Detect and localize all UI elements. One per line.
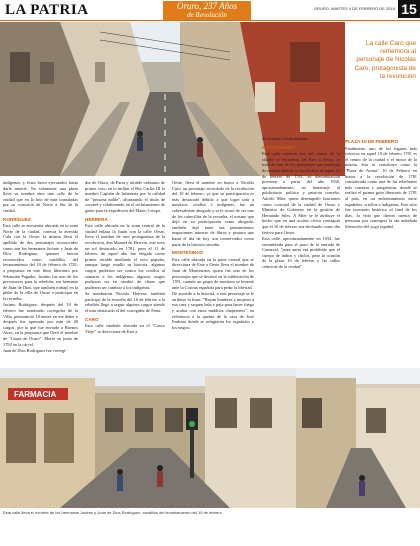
article-column-5 [345, 136, 417, 231]
street-photo-right [296, 368, 420, 508]
paragraph: Oeste, lleva el nombre en honor a Nicolás Caro, un personaje recordado de la revolución del 10 de febrero, ya que su participación es más destacado debido a que logró unir a mestizos, criollos e indígenas, fue un sobresaliente abogado y se le acusó de ser uno de los cabecillas de la revuelta, el mismo que dejó en su participación como abogado, también dejó entre sus pensamientos importantes número de libros y pintura que hasta el día de hoy son conservados como parte de la historia orureña. [172, 180, 254, 247]
article-column-3 [172, 180, 254, 331]
dateline: ORURO, MARTES 4 DE FEBRERO DE 2018 [314, 6, 395, 11]
paragraph: Esta calle ubicada en la parte central que se direcciona de Este a Oeste lleva el nombre de Juan de Montesinos, quien fue uno de los personajes que se destacó en la sublevación de 1781, cuando un grupo de mestizos se levantó ante la Corona española para pedir la libertad. [172, 256, 254, 290]
paragraph: Jacinto Rodríguez, después del 10 de febrero fue nombrado corregidor de la Villa, permaneció 18 meses en ese deber y después fue apresado por más de 20 cargos, por lo que fue enviado a Buenos Aires, en la propuesta que llevó el nombre de "Causa de Oruro". Murió en junio de 1792 en la cárcel. [3, 302, 78, 347]
street-photo-bottom [0, 368, 296, 508]
anniversary-ribbon [163, 1, 251, 21]
article-column-1 [3, 180, 78, 355]
ribbon-subtitle: de Revolución [187, 11, 227, 19]
section-heading-montesinos: MONTESINOS [172, 250, 203, 256]
photo-caption: Esta calle lleva el nombre de los hermanos Jacinto y Juan de Dios Rodríguez, caudillos del levantamiento del 10 de febrero [3, 510, 222, 515]
section-heading-caro: CARO [85, 316, 99, 322]
paragraph: de la turba criolla mestiza. [262, 136, 309, 141]
paragraph: indígenas, y éstos fuera ejecutados hasta darle muerte. No solamente una plaza lleva su nombre sino una calle de la ciudad que en la foto de más transitadas por su conexión de Norte a Sur de la ciudad. [3, 180, 78, 213]
paragraph: Se nombraron Nicolás Herrera, también participó de la revuelta del 10 de febrero a la rebelión llegó a seguir algunos cargos siendo el más destacado el del corregidor de Paria. [85, 291, 165, 314]
section-heading-rodriguez: RODRÍGUEZ [3, 216, 31, 222]
paragraph: Juan de Dios Rodríguez fue corregi- [3, 348, 67, 354]
paragraph: Esta calle también ubicada en el "Casco Viejo" se direcciona de Este a [85, 323, 165, 334]
paragraph: Esta calle conecta dos del centro de la ciudad se encuentra del Este a Oeste, se trata de uno de los personajes que participó de manera directa en los hechos de aquel 10 de febrero de 1781, su denominación proviene a partir del año 1930, aproximadamente, en homenaje al publicitario político y patriota orureño, Adolfo Mier, quien desempeñó funciones como concejal de la ciudad de Oruro y Ministro de Gobierno en la gestión de Hernando Siles. A Mier se le atribuye el hecho que en una acción cívica consiguió que el 10 de febrero sea declarado como día festivo para Oruro. [262, 151, 340, 235]
page-header [0, 0, 420, 20]
paragraph: Finalmente, uno de los lugares más icónicos en aquel 10 de febrero 1781 es el centro de la ciudad y el motor de la misma, ésta se constituye como la "Plaza de Armas" 10 de Febrero en honor a la revolución de 1781 considerada como una de las rebeliones más cruentas y sangrientas, donde se realizó el primer grito libertario de 1781 al país, en un enfrentamiento entre españoles, criollos e indígenas. Este sitio fue escenario histórico al final de los días, la vida que dieron cuenta de personas por conseguir la tan anhelada liberación del yugo español. [345, 145, 417, 229]
ribbon-title: Oruro, 237 Años [176, 1, 238, 11]
paragraph: Esta calle se encuentra ubicada en la zona Norte de la ciudad, conecta la avenida Cala con la Oeste, la misma lleva el apellido de dos personajes reconocidos como son los hermanos Jacinto y Juan de Dios Rodríguez, quienes fueron reconocidos como caudillos del levantamiento del 10 de febrero de 1781, a propuesta en este libro libertario por Sebastián Pagador. Jacinto fue uno de los precursores para la rebelión, era hermano de Juan de Dios, que también trabajó en la plebe de la villa de Oruro a participar en la revuelta. [3, 223, 78, 301]
paragraph: Esta calle ubicada en la zona central de la ciudad enlaza la Junín con la calle Oeste, lleva el nombre de otro protagonista de la revolución, don Manuel de Herrera, este tuvo un rol destacado en 1781, pues el 11 de febrero de aquel año fue elegido como primer alcalde mediante el voto popular, aunque luego estalló su historia, algunos cargos pudieron ser contra los criollos al sumarse a los indígenas; algunos cargos pudieron ser en cambio de clases que pudieron ser cambiar a los indígenas. [85, 223, 165, 290]
paragraph: De acuerdo a la historia, a este personaje se le atribuye la frase: "Hoyan hombres y mujeres a esa casa y saquen leña y paja para hacer fuego y acabar con estos malditos chapetones", en referencia a la quema de la casa de José Endeiza donde se refugiaron los españoles y los negros [172, 291, 254, 330]
article-column-2 [85, 180, 165, 335]
article-column-4 [262, 136, 340, 271]
section-heading-plaza: PLAZA 10 DE FEBRERO [345, 139, 398, 144]
header-rule [0, 20, 420, 21]
newspaper-logo: LA PATRIA [5, 2, 89, 18]
paragraph: dor de Oruro, de Paria y alcalde ordinario de primer voto, en lo militar el Rey Carlos III lo nombró Capitán de Infantería por la calidad de "persona noble", alcanzando el título de coronel y colaborando en el reclutamiento de gente para la expedición del Mateo Crespo. [85, 180, 165, 213]
section-heading-herrera: HERRERA [85, 216, 108, 222]
paragraph: Esta calle, aproximadamente en 1932, fue renombrada para el paso de la entrada de Carnaval, "pues antes era prohibido que el cuerpo de indios y cholos, pese la ocasión de la plaza 10 de febrero y las calles céntricas de la ciudad". [262, 236, 340, 270]
pull-quote: La calle Caro que rememora al personaje de Nicolás Caro, protagonista de la revolución [354, 40, 416, 80]
page-number: 15 [398, 0, 420, 18]
section-heading-adolfo-mier: ADOLFO MIER [262, 144, 295, 150]
svg-text:FARMACIA: FARMACIA [14, 390, 57, 399]
